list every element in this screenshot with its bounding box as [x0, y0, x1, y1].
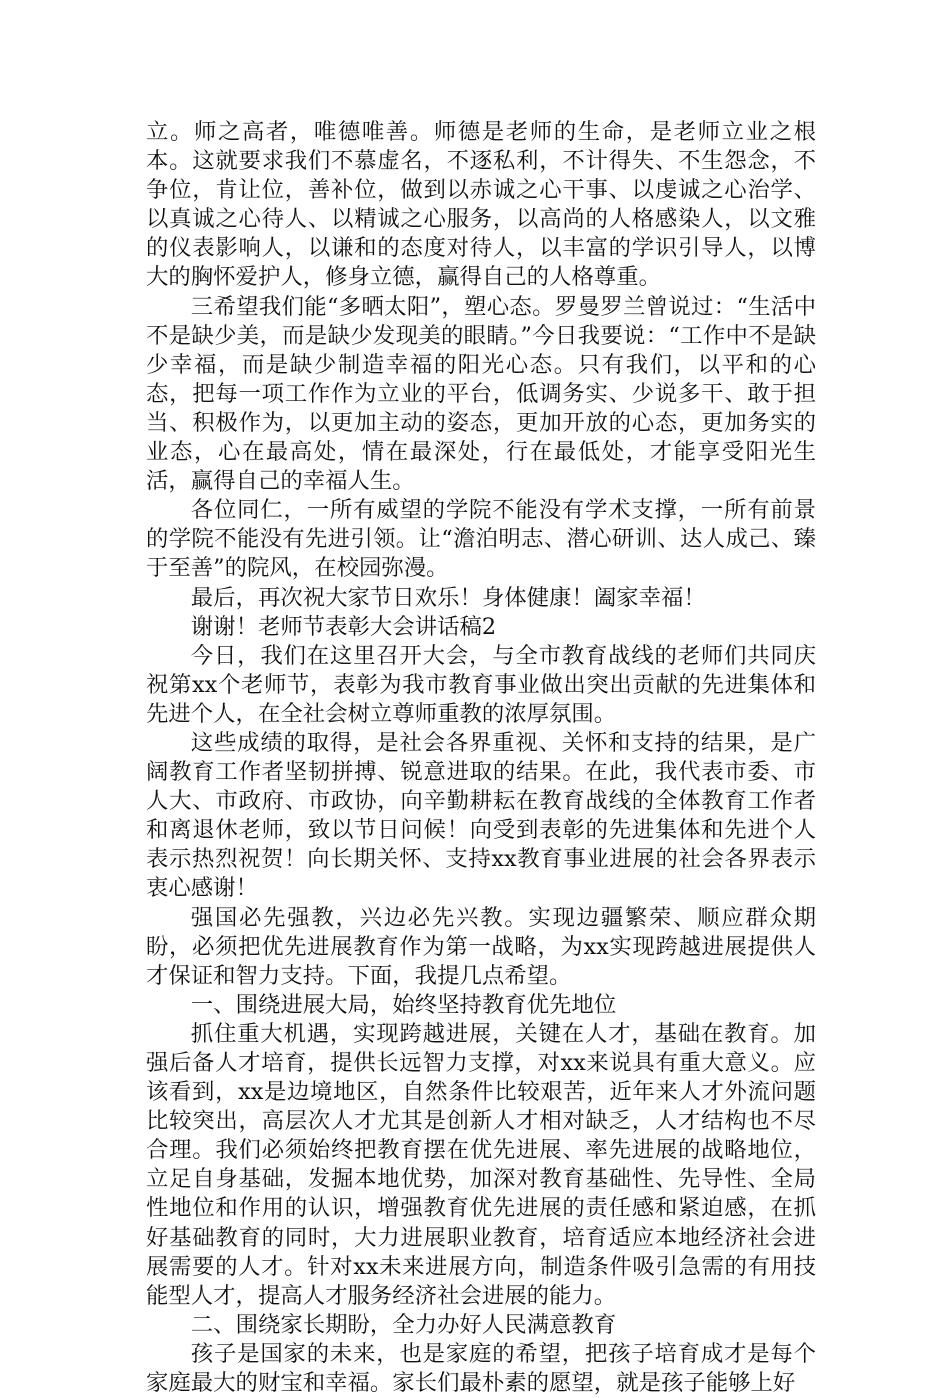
paragraph: 这些成绩的取得，是社会各界重视、关怀和支持的结果，是广阔教育工作者坚韧拼搏、锐意进取的结果。在此，我代表市委、市人大、市政府、市政协，向辛勤耕耘在教育战线的全体教育工作者和离退休老师，致以节日问候！向受到表彰的先进集体和先进个人表示热烈祝贺！向长期关怀、支持xx教育事业进展的社会各界表示衷心感谢！ — [146, 729, 816, 902]
section-heading: 一、围绕进展大局，始终坚持教育优先地位 — [190, 991, 617, 1018]
paragraph: 今日，我们在这里召开大会，与全市教育战线的老师们共同庆祝第xx个老师节，表彰为我市教育事业做出突出贡献的先进集体和先进个人，在全社会树立尊师重教的浓厚氛围。 — [146, 642, 816, 727]
paragraph: 抓住重大机遇，实现跨越进展，关键在人才，基础在教育。加强后备人才培育，提供长远智力支撑，对xx来说具有重大意义。应该看到，xx是边境地区，自然条件比较艰苦，近年来人才外流问题比较突出，高层次人才尤其是创新人才相对缺乏，人才结构也不尽合理。我们必须始终把教育摆在优先进展、率先进展的战略地位，立足自身基础，发掘本地优势，加深对教育基础性、先导性、全局性地位和作用的认识，增强教育优先进展的责任感和紧迫感，在抓好基础教育的同时，大力进展职业教育，培育适应本地经济社会进展需要的人才。针对xx未来进展方向，制造条件吸引急需的有用技能型人才，提高人才服务经济社会进展的能力。 — [146, 1020, 816, 1309]
paragraph: 立。师之高者，唯德唯善。师德是老师的生命，是老师立业之根本。这就要求我们不慕虚名，不逐私利，不计得失、不生怨念，不争位，肯让位，善补位，做到以赤诚之心干事、以虔诚之心治学、以真诚之心待人、以精诚之心服务，以高尚的人格感染人，以文雅的仪表影响人，以谦和的态度对待人，以丰富的学识引导人，以博大的胸怀爱护人，修身立德，赢得自己的人格尊重。 — [146, 119, 816, 291]
paragraph: 最后，再次祝大家节日欢乐！身体健康！阖家幸福！ — [190, 584, 706, 611]
paragraph: 各位同仁，一所有威望的学院不能没有学术支撑，一所有前景的学院不能没有先进引领。让“澹泊明志、潜心研训、达人成己、臻于至善”的院风，在校园弥漫。 — [146, 497, 816, 582]
document-page — [146, 118, 816, 1398]
paragraph: 三希望我们能“多晒太阳”，塑心态。罗曼罗兰曾说过：“生活中不是缺少美，而是缺少发现美的眼睛。”今日我要说：“工作中不是缺少幸福，而是缺少制造幸福的阳光心态。只有我们，以平和的心态，把每一项工作作为立业的平台，低调务实、少说多干、敢于担当、积极作为，以更加主动的姿态，更加开放的心态，更加务实的业态，心在最高处，情在最深处，行在最低处，才能享受阳光生活，赢得自己的幸福人生。 — [146, 293, 816, 495]
paragraph: 孩子是国家的未来，也是家庭的希望，把孩子培育成才是每个家庭最大的财宝和幸福。家长们最朴素的愿望，就是孩子能够上好 — [146, 1340, 816, 1397]
section-heading: 二、围绕家长期盼，全力办好人民满意教育 — [190, 1311, 617, 1338]
paragraph-title: 谢谢！老师节表彰大会讲话稿2 — [190, 613, 497, 640]
paragraph: 强国必先强教，兴边必先兴教。实现边疆繁荣、顺应群众期盼，必须把优先进展教育作为第一战略，为xx实现跨越进展提供人才保证和智力支持。下面，我提几点希望。 — [146, 904, 816, 989]
